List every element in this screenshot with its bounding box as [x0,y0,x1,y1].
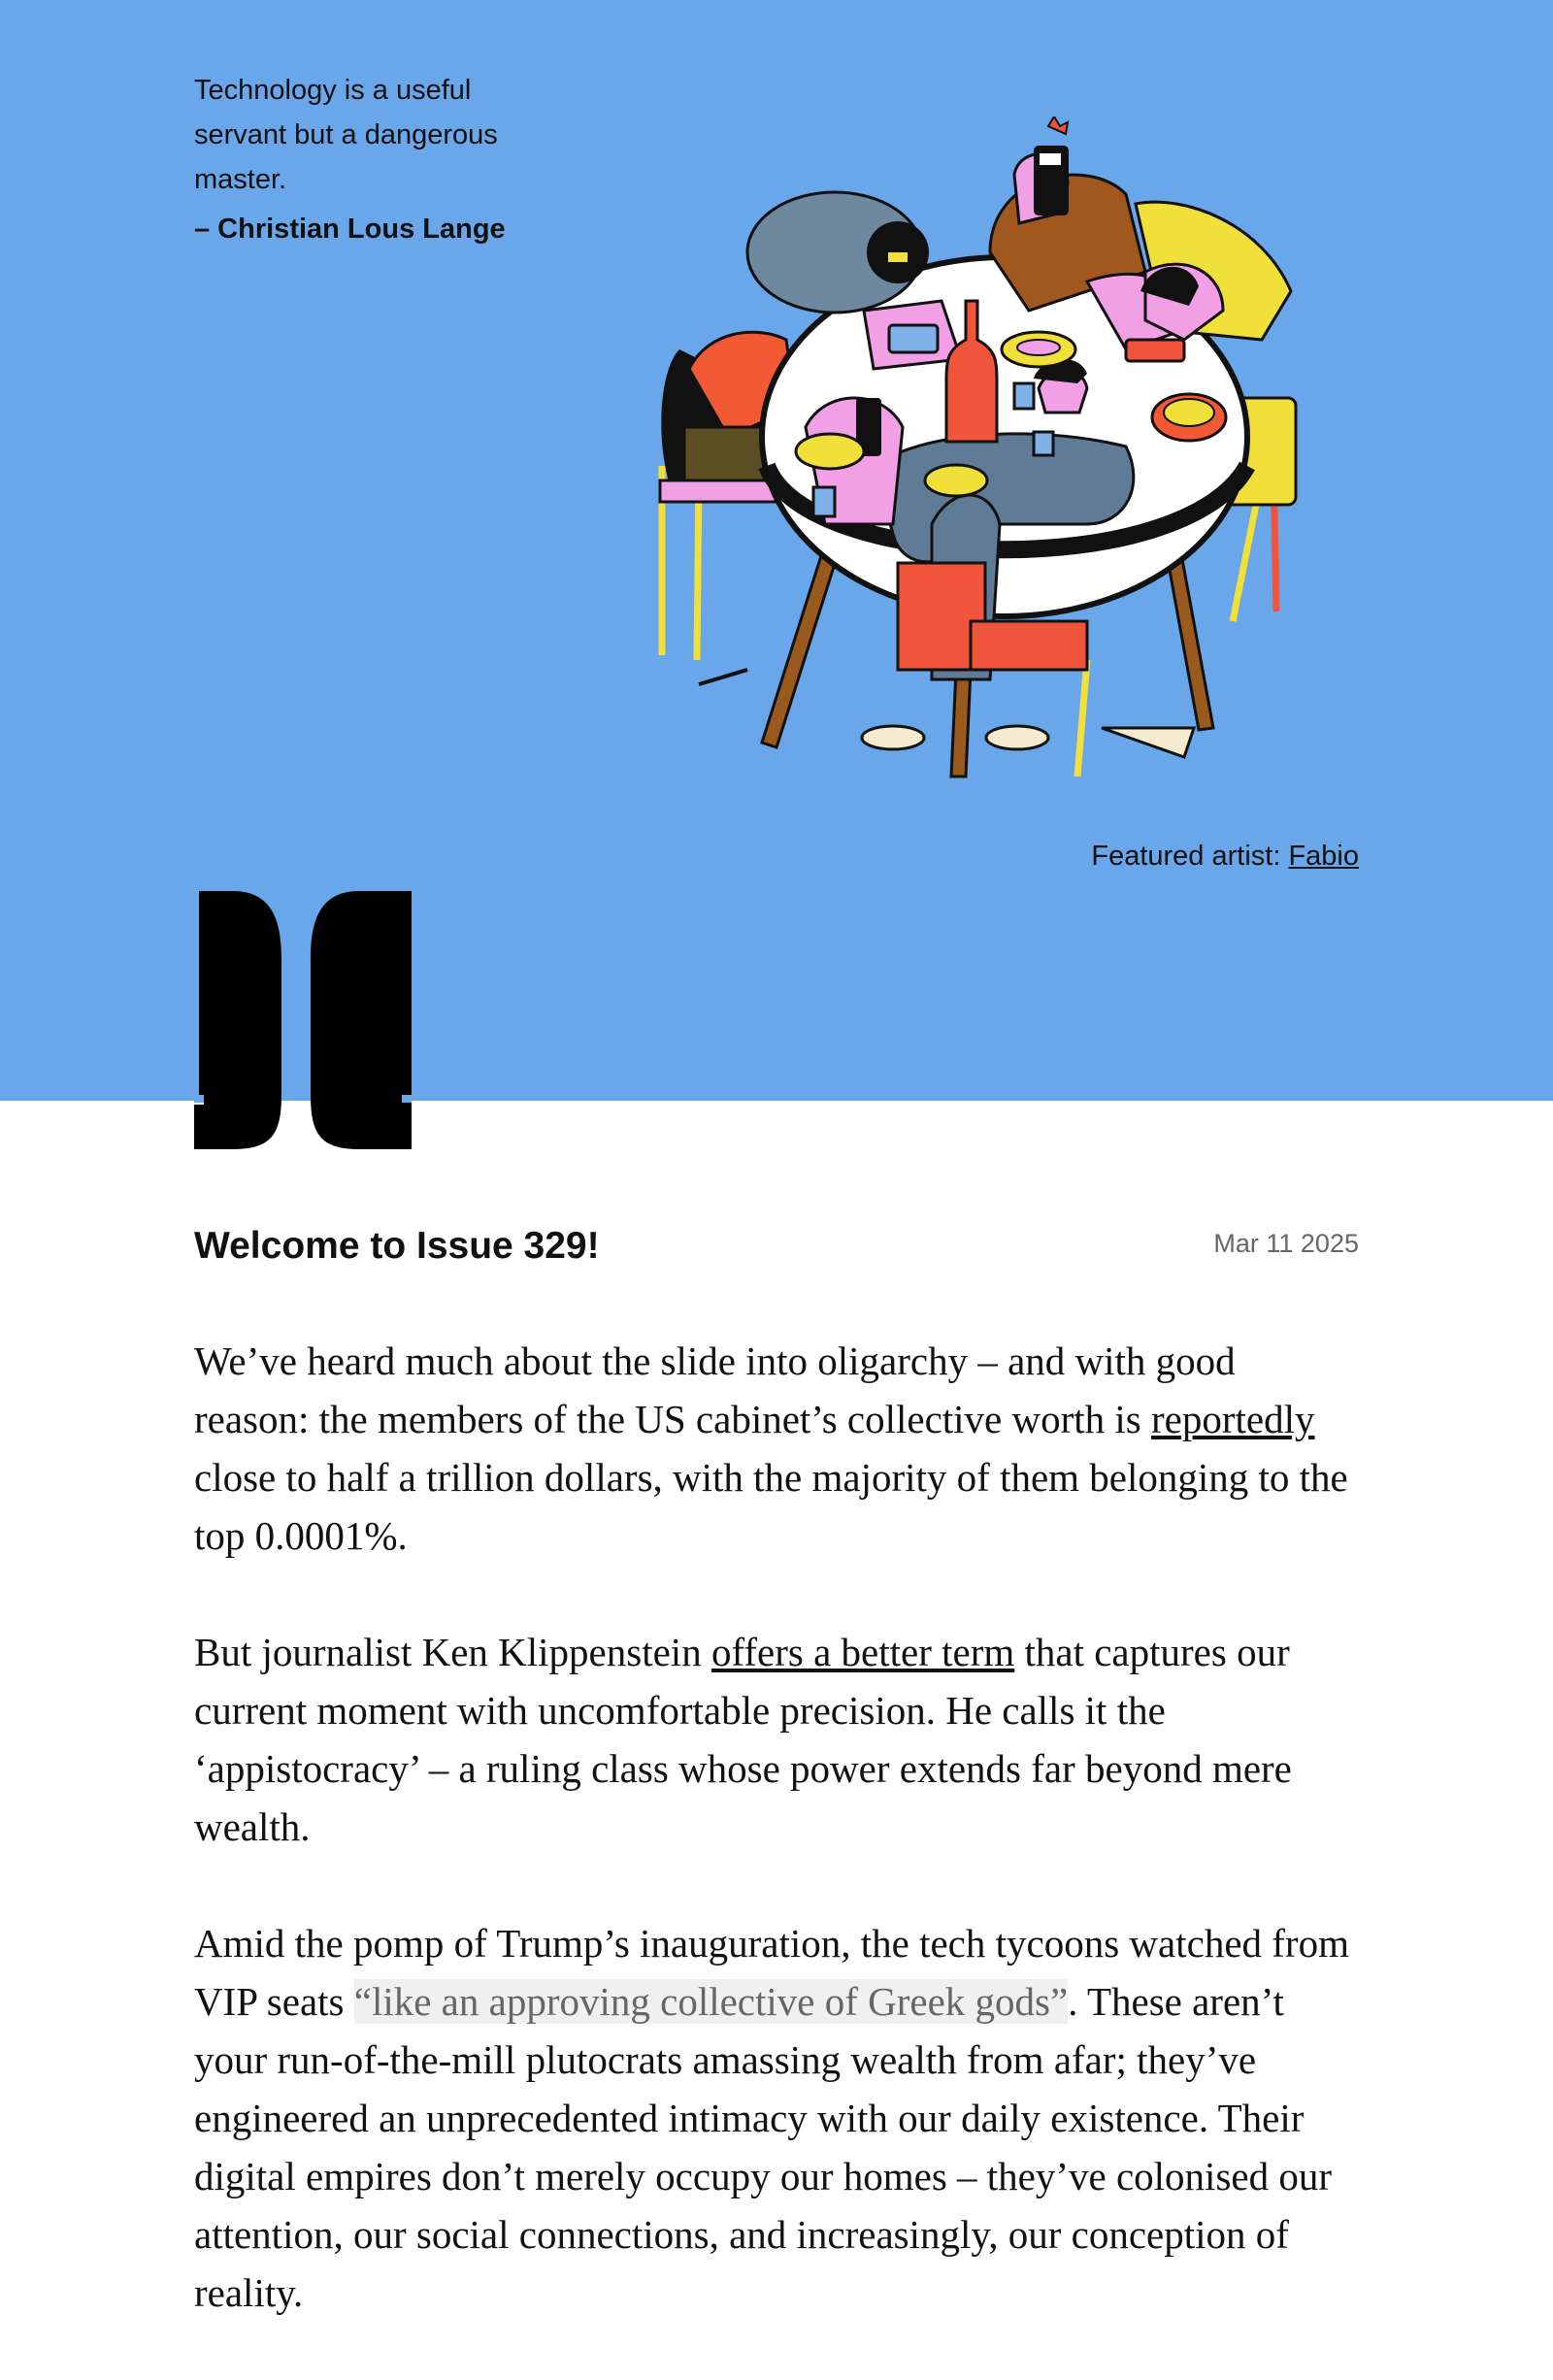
better-term-link[interactable]: offers a better term [710,1630,1015,1674]
highlighted-quote: “like an approving collective of Greek gods” [353,1979,1069,2024]
dq-logo-icon [194,891,412,1149]
paragraph-text: We’ve heard much about the slide into oligarchy – and with good reason: the members of the US cabinet’s collective worth is [194,1339,1236,1441]
issue-title: Welcome to Issue 329! [194,1225,600,1267]
article-paragraph [194,1623,1359,1856]
article-paragraph [194,1914,1359,2322]
dinner-table-illustration [641,116,1320,796]
article-body [194,1332,1359,2380]
article-paragraph [194,1332,1359,1565]
reportedly-link[interactable]: reportedly [1151,1397,1315,1441]
paragraph-text: close to half a trillion dollars, with the majority of them belonging to the top 0.0001%. [194,1455,1348,1558]
issue-date: Mar 11 2025 [1213,1229,1359,1258]
quote-author: – Christian Lous Lange [194,214,506,245]
paragraph-text: But journalist Ken Klippenstein [194,1630,711,1674]
hero-quote: Technology is a useful servant but a dangerous master. [194,75,498,195]
paragraph-text: . These aren’t your run-of-the-mill plutocrats amassing wealth from afar; they’ve engineered an unprecedented intimacy with our daily existence. Their digital empires don’t merely occupy our homes – they’ve colonised our attention, our social connections, and increasingly, our conception of reality. [194,1979,1333,2315]
featured-label: Featured artist: [1091,841,1289,872]
featured-artist [1091,841,1359,873]
paragraph-text: Amid the pomp of Trump’s inauguration, the tech tycoons watched from VIP seats [194,1921,1349,2024]
paragraph-text: that captures our current moment with uncomfortable precision. He calls it the ‘appistocracy’ – a ruling class whose power extends far beyond mere wealth. [194,1630,1292,1849]
featured-artist-link[interactable]: Fabio [1288,841,1359,872]
